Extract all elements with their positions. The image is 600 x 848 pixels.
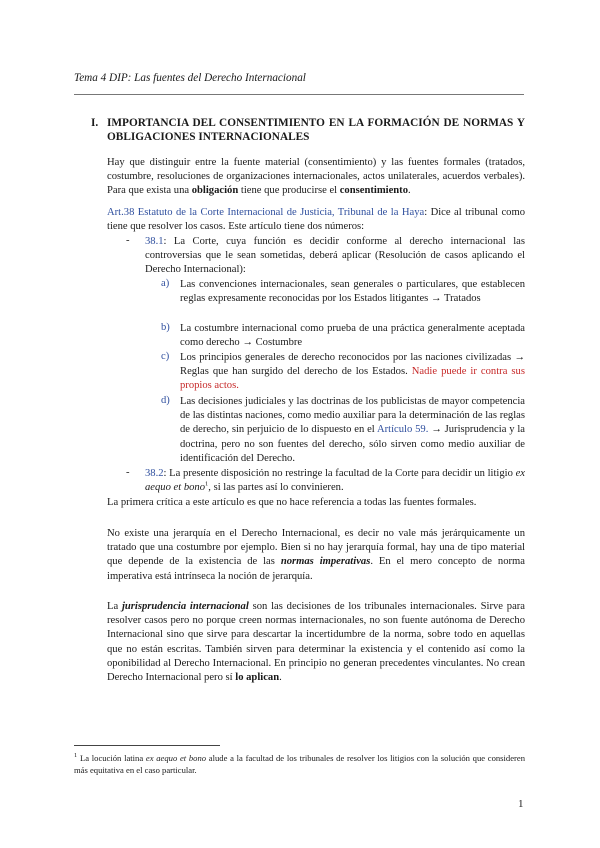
hierarchy-paragraph (107, 527, 525, 584)
hierarchy-text-2: . En el mero concepto de norma imperativa está intrínseca la noción de jerarquía. (107, 556, 525, 582)
point-38-2 (145, 467, 525, 495)
jurisprudence-text: La (107, 601, 122, 612)
point-38-2-text: : La presente disposición no restringe la facultad de la Corte para decidir un litigio (163, 468, 516, 479)
critique-paragraph: La primera crítica a este artículo es que no hace referencia a todas las fuentes formales. (107, 497, 477, 508)
intro-text-3: . (408, 185, 411, 197)
jurisprudencia-bold: jurisprudencia internacional (121, 601, 249, 612)
section-title: IMPORTANCIA DEL CONSENTIMIENTO EN LA FORMACIÓN DE NORMAS Y OBLIGACIONES INTERNACIONALES (107, 117, 525, 143)
jurisprudence-paragraph (107, 600, 525, 685)
footnote-mark: 1 (74, 752, 78, 760)
intro-text-2: tiene que producirse el (238, 185, 340, 197)
intro-text: Hay que distinguir entre la fuente material (consentimiento) y las fuentes formales (tratados, costumbre, resoluciones de organizaciones internacionales, actos unilaterales, acuerdos verbales). Para que exista una (107, 157, 525, 197)
subitem-d-text: Las decisiones judiciales y las doctrinas de los publicistas de mayor competencia de las distintas naciones, como medio auxiliar para la determinación de las reglas de derecho, sin perjuicio de lo dispuesto en el (180, 396, 525, 436)
subitem-c-text: Los principios generales de derecho reconocidos por las naciones civilizadas → Reglas que han surgido del derecho de los Estados. (180, 352, 525, 378)
intro-bold-consentimiento: consentimiento (339, 185, 408, 197)
running-header: Tema 4 DIP: Las fuentes del Derecho Internacional (74, 72, 306, 84)
header-divider (74, 94, 524, 95)
footnote-italic: ex aequo et bono (145, 753, 207, 763)
ref-38-2-link[interactable]: 38.2 (145, 468, 164, 479)
ref-38-1-link[interactable]: 38.1 (145, 236, 164, 247)
footnote-reference[interactable]: 1 (205, 480, 209, 488)
lo-aplican-bold: lo aplican (235, 672, 280, 684)
jurisprudence-text-3: . (279, 672, 282, 684)
footnote-text-2: alude a la facultad de los tribunales de resolver los litigios con la solución que consideren más equitativa en el caso particular. (74, 753, 526, 775)
subitem-letter-c: c) (161, 351, 170, 362)
article-link[interactable]: Art.38 Estatuto de la Corte Internacional de Justicia, Tribunal de la Haya (107, 207, 425, 218)
subitem-c (180, 351, 525, 394)
hierarchy-text: No existe una jerarquía en el Derecho Internacional, es decir no vale más jerárquicamente un tratado que una costumbre por ejemplo. Bien si no hay jerarquía formal, hay una de tipo material que depende de la existencia de las (107, 528, 525, 568)
intro-paragraph (107, 156, 525, 199)
page-number: 1 (518, 798, 524, 810)
article-59-link[interactable]: Artículo 59. (376, 424, 429, 436)
ex-aequo-italic: ex aequo et bono (145, 468, 525, 494)
subitem-b: La costumbre internacional como prueba de una práctica generalmente aceptada como derecho → Costumbre (180, 323, 525, 349)
article-paragraph (107, 206, 525, 234)
subitem-d (180, 395, 525, 466)
subitem-letter-a: a) (161, 278, 170, 289)
point-38-1 (145, 235, 525, 278)
bullet-dash: - (126, 235, 130, 246)
subitem-d-text-2: → Jurisprudencia y la doctrina, pero no son fuentes del derecho, sólo sirven como medio auxiliar de identificación del Derecho. (180, 424, 526, 464)
intro-bold-obligacion: obligación (191, 185, 239, 197)
jurisprudence-text-2: son las decisiones de los tribunales internacionales. Sirve para resolver casos pero no porque creen normas internacionales, no son fuente autónoma de Derecho Internacional sino que sirve para descartar la incertidumbre de la norma, sobre todo en aquellas que no están escritas. También sirven para determinar la existencia y el contenido así como la oponibilidad al Derecho Internacional. En principio no generan precedentes vinculantes. No crean Derecho Internacional pero sí (107, 601, 525, 684)
footnote (74, 752, 525, 776)
section-number: I. (91, 117, 99, 129)
subitem-c-note: Nadie puede ir contra sus propios actos. (180, 366, 525, 392)
footnote-divider (74, 745, 220, 746)
article-text: : Dice al tribunal como tiene que resolver los casos. Este artículo tiene dos números: (107, 207, 525, 233)
point-38-1-text: : La Corte, cuya función es decidir conforme al derecho internacional las controversias que le sean sometidas, deberá aplicar (Resolución de casos aplicando el Derecho Internacional): (145, 236, 525, 276)
subitem-letter-b: b) (161, 322, 170, 333)
bullet-dash: - (126, 467, 130, 478)
subitem-letter-d: d) (161, 395, 170, 406)
normas-imperativas-bold: normas imperativas (280, 556, 371, 568)
point-38-2-text-2: , si las partes así lo convinieren. (208, 482, 344, 494)
subitem-a: Las convenciones internacionales, sean generales o particulares, que establecen reglas expresamente reconocidas por los Estados litigantes → Tratados (180, 279, 525, 305)
footnote-text: La locución latina (77, 753, 146, 763)
section-heading (91, 116, 525, 144)
